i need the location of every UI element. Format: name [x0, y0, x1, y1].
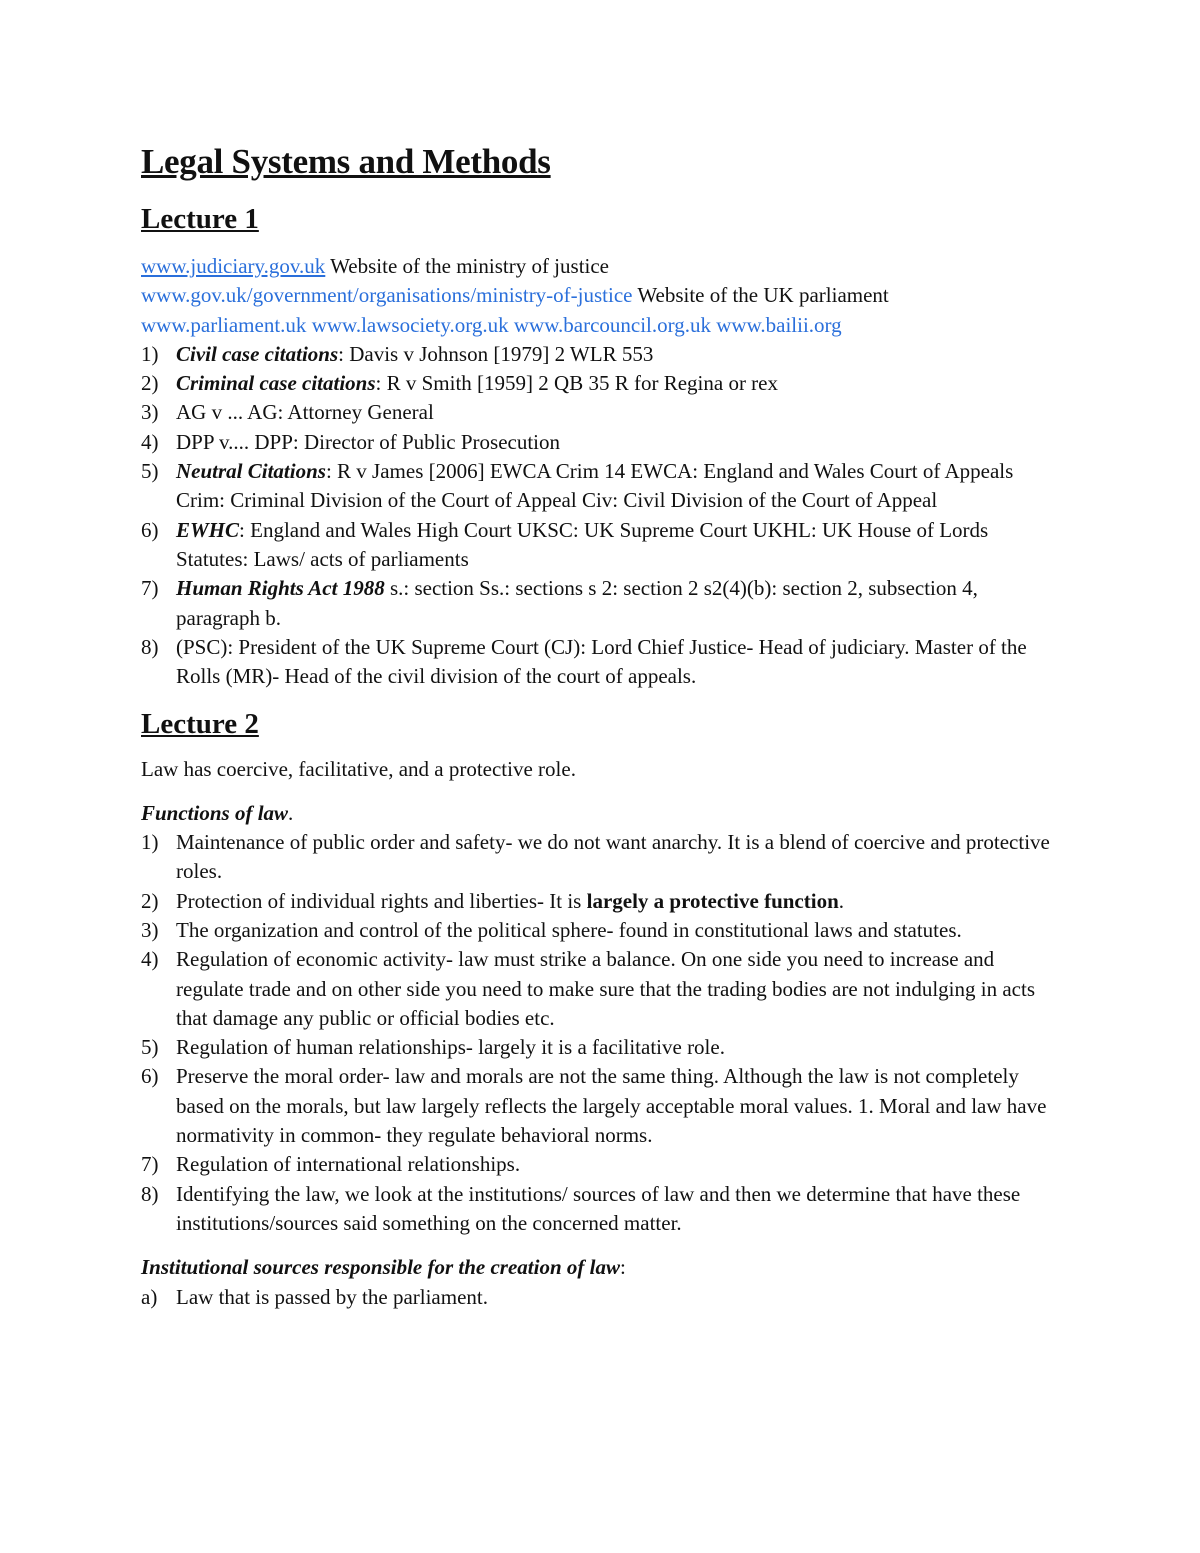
item-text: Regulation of international relationships. [176, 1152, 521, 1177]
functions-heading-text: Functions of law [141, 800, 289, 825]
item-text: The organization and control of the political sphere- found in constitutional laws and statutes. [176, 917, 962, 942]
list-item [141, 369, 1061, 398]
item-bold-text: largely a protective function [586, 888, 839, 913]
judiciary-link[interactable]: www.judiciary.gov.uk [141, 254, 326, 278]
list-item [141, 887, 1061, 916]
item-number: 1) [141, 830, 159, 855]
item-text: Maintenance of public order and safety- we do not want anarchy. It is a blend of coercive and protective roles. [176, 830, 1050, 884]
list-item [141, 574, 1061, 633]
item-number: 4) [141, 947, 159, 972]
sources-heading-text: Institutional sources responsible for the creation of law [141, 1255, 620, 1280]
functions-heading-suffix: . [288, 800, 294, 825]
item-text: AG v ... AG: Attorney General [176, 400, 434, 425]
barcouncil-link[interactable]: www.barcouncil.org.uk [513, 312, 711, 337]
item-text: (PSC): President of the UK Supreme Court (CJ): Lord Chief Justice- Head of judiciary. Master of the Rolls (MR)- Head of the civil division of the court of appeals. [176, 634, 1027, 689]
item-text: s.: section Ss.: sections s 2: section 2 s2(4)(b): section 2, subsection 4, paragraph b. [176, 576, 978, 630]
list-item [141, 633, 1061, 692]
item-text: : England and Wales High Court UKSC: UK Supreme Court UKHL: UK House of Lords Statutes: Laws/ acts of parliaments [176, 517, 989, 571]
item-text: Law that is passed by the parliament. [176, 1284, 488, 1309]
list-item [141, 428, 1061, 457]
links-line-1 [141, 252, 1061, 281]
lecture-1-list [141, 340, 1061, 692]
list-item [141, 828, 1061, 887]
functions-heading [141, 799, 1061, 828]
item-term: Civil case citations [176, 341, 339, 366]
item-number: 7) [141, 1152, 159, 1177]
item-text: : R v Smith [1959] 2 QB 35 R for Regina or rex [375, 371, 778, 396]
list-item [141, 1150, 1061, 1179]
list-item [141, 457, 1061, 516]
item-text: Regulation of human relationships- largely it is a facilitative role. [176, 1035, 725, 1060]
moj-link[interactable]: www.gov.uk/government/organisations/ministry-of-justice [141, 283, 633, 308]
item-text: : Davis v Johnson [1979] 2 WLR 553 [338, 341, 654, 366]
lecture-1-heading: Lecture 1 [141, 203, 259, 235]
item-number: 2) [141, 371, 159, 396]
item-term: Human Rights Act 1988 [176, 576, 385, 601]
resource-links [141, 252, 1061, 340]
item-text: Identifying the law, we look at the institutions/ sources of law and then we determine that have these institutions/sources said something on the concerned matter. [176, 1181, 1021, 1235]
list-item [141, 1283, 1061, 1312]
bailii-link[interactable]: www.bailii.org [716, 312, 842, 337]
list-item [141, 516, 1061, 575]
item-number: 7) [141, 576, 159, 601]
item-number: 2) [141, 888, 159, 913]
parliament-link[interactable]: www.parliament.uk [141, 312, 307, 337]
item-number: 6) [141, 517, 159, 542]
lecture-2-heading: Lecture 2 [141, 708, 259, 741]
item-number: 6) [141, 1064, 159, 1089]
item-term: EWHC [176, 517, 240, 542]
list-item [141, 1062, 1061, 1150]
item-number: 8) [141, 1181, 159, 1206]
list-item [141, 340, 1061, 369]
item-number: 4) [141, 429, 159, 454]
item-term: Criminal case citations [176, 371, 376, 396]
item-text-after: . [838, 888, 845, 913]
item-number: 1) [141, 341, 159, 366]
sources-heading-suffix: : [619, 1255, 626, 1280]
functions-list [141, 828, 1061, 1238]
links-line-3 [141, 311, 1061, 340]
item-number: 5) [141, 459, 159, 484]
item-term: Neutral Citations [176, 459, 326, 484]
lecture-2-intro: Law has coercive, facilitative, and a protective role. [141, 757, 576, 782]
item-text: Preserve the moral order- law and morals are not the same thing. Although the law is not completely based on the morals, but law largely reflects the largely acceptable moral values. 1. Moral and law have normativity in common- they regulate behavioral norms. [176, 1064, 1047, 1148]
lawsociety-link[interactable]: www.lawsociety.org.uk [311, 312, 509, 337]
list-item [141, 945, 1061, 1033]
document-title: Legal Systems and Methods [141, 142, 551, 181]
list-item [141, 916, 1061, 945]
list-item [141, 398, 1061, 427]
item-text: Regulation of economic activity- law must strike a balance. On one side you need to increase and regulate trade and on other side you need to make sure that the trading bodies are not indulging in acts that damage any public or official bodies etc. [176, 947, 1035, 1030]
list-item [141, 1033, 1061, 1062]
item-text: Protection of individual rights and liberties- It is [176, 888, 587, 913]
sources-list [141, 1283, 1061, 1312]
moj-link-desc: Website of the UK parliament [632, 283, 889, 308]
document-body [141, 140, 1061, 1312]
item-letter: a) [141, 1284, 158, 1309]
item-number: 3) [141, 400, 159, 425]
sources-heading [141, 1253, 1061, 1282]
item-text: DPP v.... DPP: Director of Public Prosecution [176, 429, 561, 454]
list-item [141, 1180, 1061, 1239]
judiciary-link-desc: Website of the ministry of justice [325, 254, 610, 278]
item-number: 3) [141, 917, 159, 942]
item-text: : R v James [2006] EWCA Crim 14 EWCA: England and Wales Court of Appeals Crim: Criminal Division of the Court of Appeal Civ: Civil Division of the Court of Appeal [176, 459, 1014, 513]
links-line-2 [141, 281, 1061, 310]
item-number: 5) [141, 1035, 159, 1060]
item-number: 8) [141, 634, 159, 659]
